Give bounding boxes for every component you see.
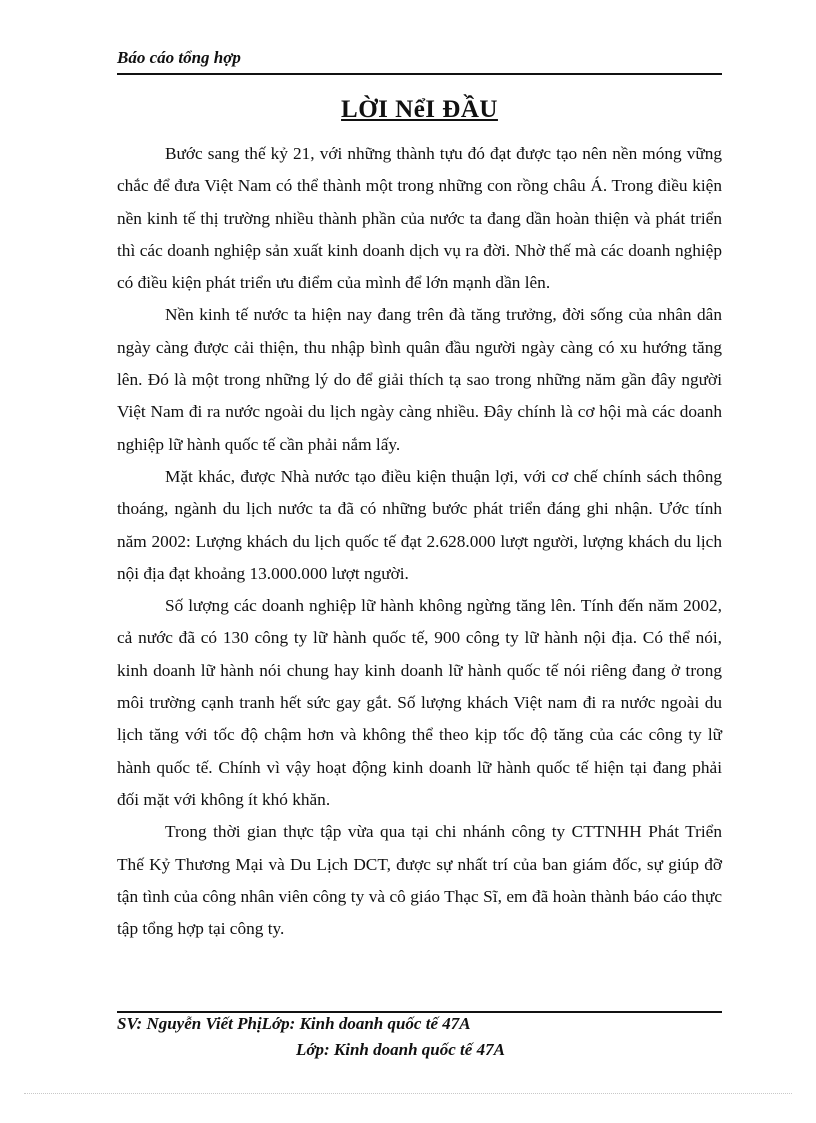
paragraph: Số lượng các doanh nghiệp lữ hành không ngừng tăng lên. Tính đến năm 2002, cả nước đã có 130 công ty lữ hành quốc tế, 900 công ty lữ hành nội địa. Có thể nói, kinh doanh lữ hành nói chung hay kinh doanh lữ hành quốc tế nói riêng đang ở trong môi trường cạnh tranh hết sức gay gắt. Số lượng khách Việt nam đi ra nước ngoài du lịch tăng với tốc độ chậm hơn và không thể theo kịp tốc độ tăng của các công ty lữ hành quốc tế. Chính vì vậy hoạt động kinh doanh lữ hành quốc tế hiện tại đang phải đối mặt với không ít khó khăn. <box>117 596 722 809</box>
page-bottom-divider <box>24 1093 792 1094</box>
paragraph: Nền kinh tế nước ta hiện nay đang trên đà tăng trưởng, đời sống của nhân dân ngày càng được cải thiện, thu nhập bình quân đầu người ngày càng có xu hướng tăng lên. Đó là một trong những lý do để giải thích tạ sao trong những năm gần đây người Việt Nam đi ra nước ngoài du lịch ngày càng nhiều. Đây chính là cơ hội mà các doanh nghiệp lữ hành quốc tế cần phải nắm lấy. <box>117 305 722 454</box>
footer-student-line: SV: Nguyễn Viết PhịLớp: Kinh doanh quốc tế 47A <box>117 1014 471 1033</box>
footer-rule <box>117 1011 722 1013</box>
header-rule <box>117 73 722 75</box>
paragraph: Trong thời gian thực tập vừa qua tại chi nhánh công ty CTTNHH Phát Triển Thế Kỷ Thương Mại và Du Lịch DCT, được sự nhất trí của ban giám đốc, sự giúp đỡ tận tình của công nhân viên công ty và cô giáo Thạc Sĩ, em đã hoàn thành báo cáo thực tập tổng hợp tại công ty. <box>117 822 722 939</box>
document-body <box>117 138 722 945</box>
paragraph: Mặt khác, được Nhà nước tạo điều kiện thuận lợi, với cơ chế chính sách thông thoáng, ngành du lịch nước ta đã có những bước phát triển đáng ghi nhận. Ước tính năm 2002: Lượng khách du lịch quốc tế đạt 2.628.000 lượt người, lượng khách du lịch nội địa đạt khoảng 13.000.000 lượt người. <box>117 466 722 583</box>
footer-class-line: Lớp: Kinh doanh quốc tế 47A <box>296 1040 505 1059</box>
page-title: LỜI NểI ĐẦU <box>341 96 498 123</box>
header-label: Báo cáo tổng hợp <box>117 48 241 67</box>
paragraph: Bước sang thế kỷ 21, với những thành tựu đó đạt được tạo nên nền móng vững chắc để đưa Việt Nam có thể thành một trong những con rồng châu Á. Trong điều kiện nền kinh tế thị trường nhiều thành phần của nước ta đang dần hoàn thiện và phát triển thì các doanh nghiệp sản xuất kinh doanh dịch vụ ra đời. Nhờ thế mà các doanh nghiệp có điều kiện phát triển ưu điểm của mình để lớn mạnh dần lên. <box>117 144 722 293</box>
